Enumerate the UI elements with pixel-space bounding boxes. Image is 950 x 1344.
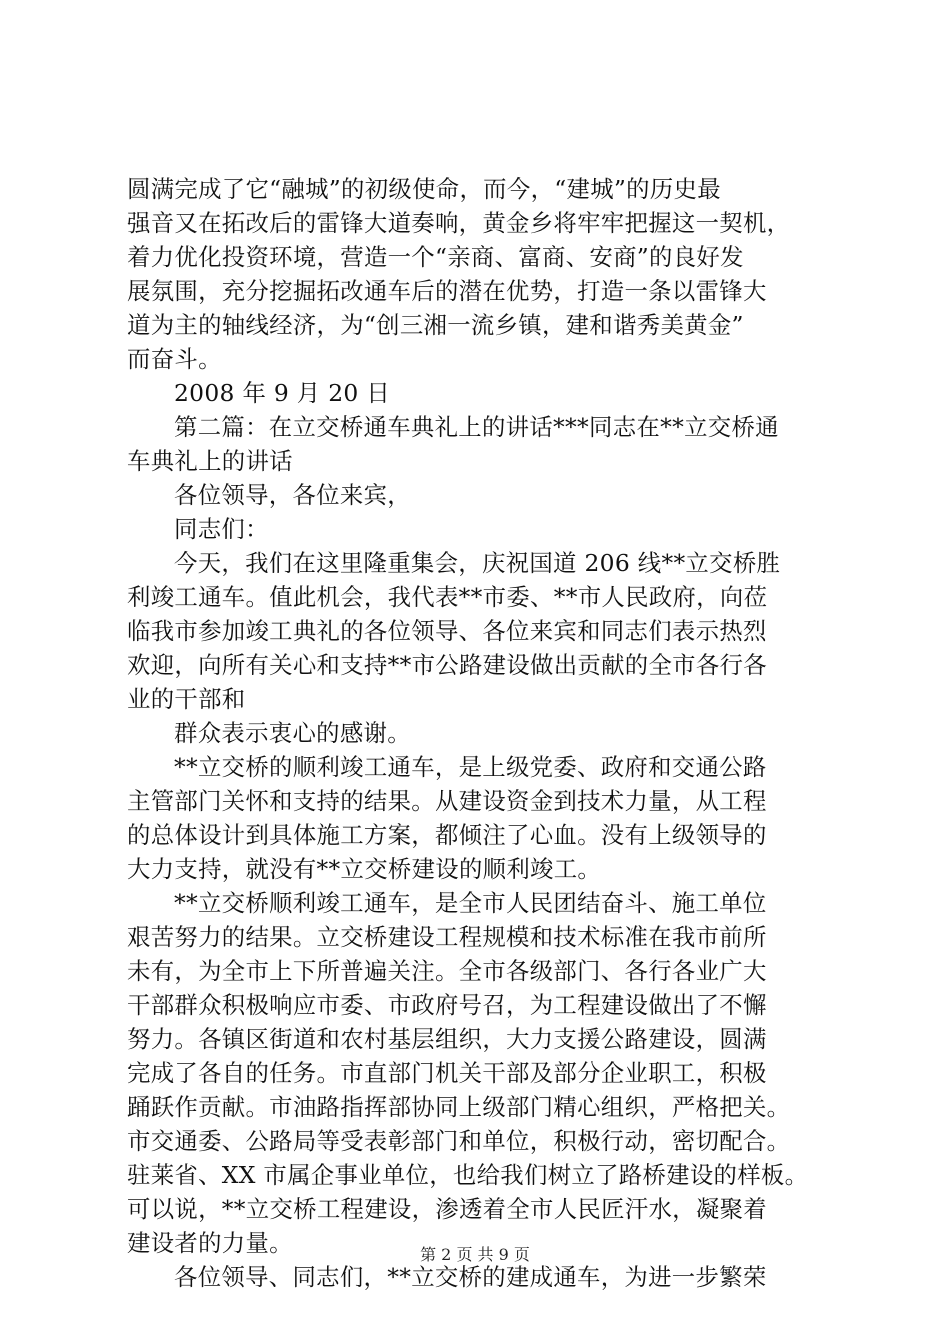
text-line: 2008 年 9 月 20 日: [174, 379, 391, 407]
text-line: 强音又在拓改后的雷锋大道奏响，黄金乡将牢牢把握这一契机，: [127, 209, 791, 237]
text-line: 各位领导、同志们，**立交桥的建成通车，为进一步繁荣: [174, 1263, 767, 1291]
document-body: [127, 172, 837, 1294]
text-line: 欢迎，向所有关心和支持**市公路建设做出贡献的全市各行各: [127, 651, 767, 679]
text-line: 车典礼上的讲话: [127, 447, 293, 475]
text-line: 展氛围，充分挖掘拓改通车后的潜在优势，打造一条以雷锋大: [127, 277, 767, 305]
text-line: 今天，我们在这里隆重集会，庆祝国道 206 线**立交桥胜: [174, 549, 781, 577]
text-line: 驻莱省、XX 市属企事业单位，也给我们树立了路桥建设的样板。: [127, 1161, 809, 1189]
text-line: 完成了各自的任务。市直部门机关干部及部分企业职工，积极: [127, 1059, 767, 1087]
text-line: 群众表示衷心的感谢。: [174, 719, 411, 747]
text-line: 临我市参加竣工典礼的各位领导、各位来宾和同志们表示热烈: [127, 617, 767, 645]
text-line: 干部群众积极响应市委、市政府号召，为工程建设做出了不懈: [127, 991, 767, 1019]
text-line: 道为主的轴线经济，为“创三湘一流乡镇，建和谐秀美黄金”: [127, 311, 744, 339]
text-line: 着力优化投资环境，营造一个“亲商、富商、安商”的良好发: [127, 243, 744, 271]
text-line: 未有，为全市上下所普遍关注。全市各级部门、各行各业广大: [127, 957, 767, 985]
text-line: 建设者的力量。: [127, 1229, 293, 1257]
text-line: 可以说，**立交桥工程建设，渗透着全市人民匠汗水，凝聚着: [127, 1195, 767, 1223]
page-footer: 第 2 页 共 9 页: [420, 1245, 530, 1264]
text-line: 艰苦努力的结果。立交桥建设工程规模和技术标准在我市前所: [127, 923, 767, 951]
text-line: 各位领导，各位来宾，: [174, 481, 411, 509]
text-line: 踊跃作贡献。市油路指挥部协同上级部门精心组织，严格把关。: [127, 1093, 791, 1121]
text-line: 努力。各镇区街道和农村基层组织，大力支援公路建设，圆满: [127, 1025, 767, 1053]
text-line: 圆满完成了它“融城”的初级使命，而今，“建城”的历史最: [127, 175, 721, 203]
text-line: 大力支持，就没有**立交桥建设的顺利竣工。: [127, 855, 602, 883]
text-line: 主管部门关怀和支持的结果。从建设资金到技术力量，从工程: [127, 787, 767, 815]
text-line: 第二篇：在立交桥通车典礼上的讲话***同志在**立交桥通: [174, 413, 779, 441]
text-line: 业的干部和: [127, 685, 246, 713]
text-line: 的总体设计到具体施工方案，都倾注了心血。没有上级领导的: [127, 821, 767, 849]
text-line: 利竣工通车。值此机会，我代表**市委、**市人民政府，向莅: [127, 583, 768, 611]
text-line: 而奋斗。: [127, 345, 222, 373]
text-line: 市交通委、公路局等受表彰部门和单位，积极行动，密切配合。: [127, 1127, 791, 1155]
text-line: **立交桥的顺利竣工通车，是上级党委、政府和交通公路: [174, 753, 767, 781]
text-line: 同志们：: [174, 515, 269, 543]
text-line: **立交桥顺利竣工通车，是全市人民团结奋斗、施工单位: [174, 889, 767, 917]
